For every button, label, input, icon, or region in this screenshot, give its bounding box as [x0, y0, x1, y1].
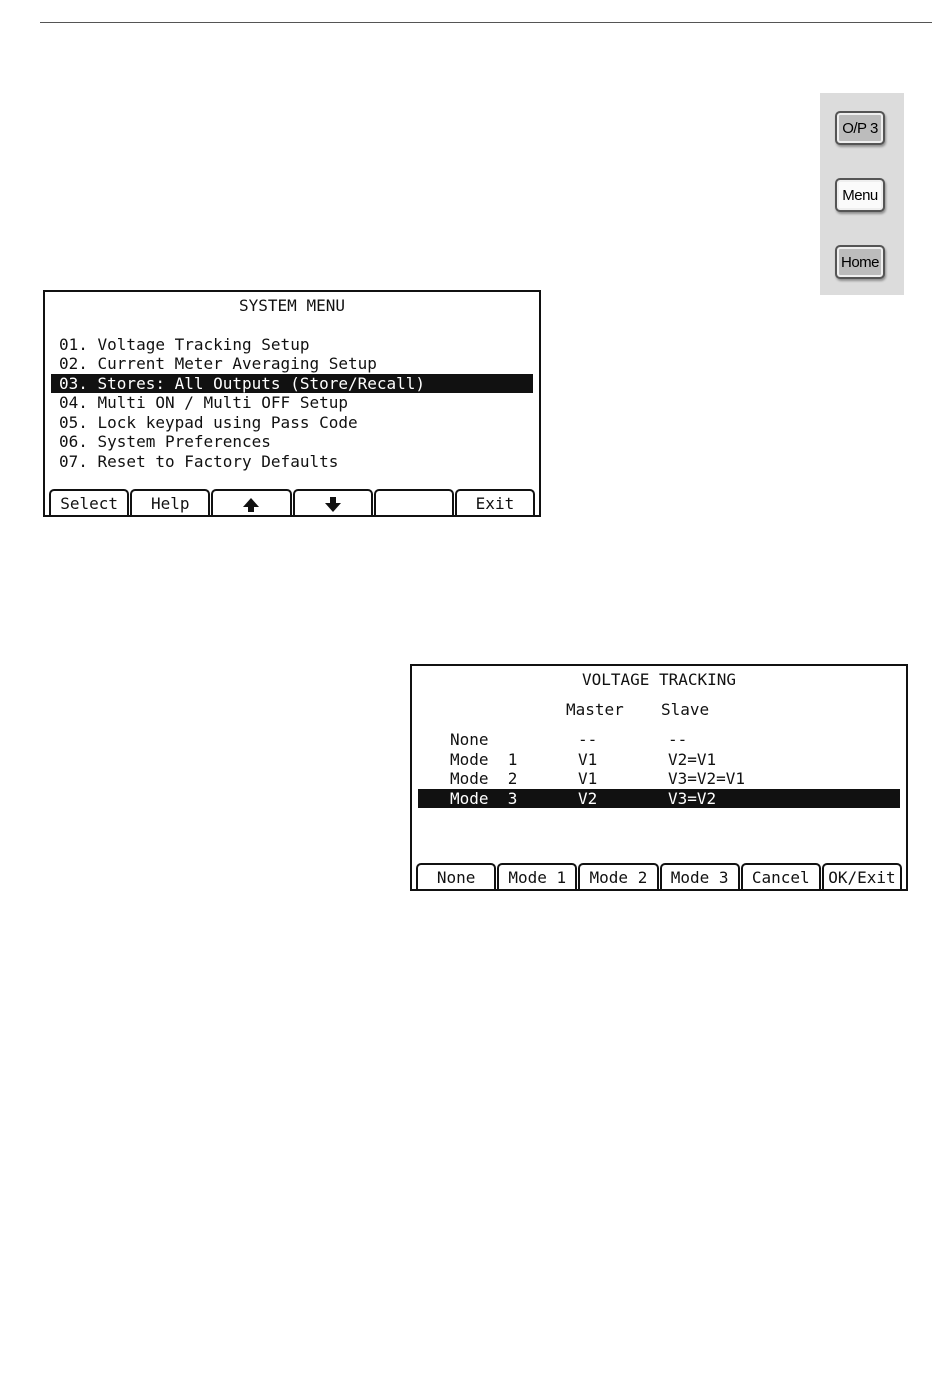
softkey-bar	[49, 489, 535, 515]
mode-3-softkey[interactable]: Mode 3	[660, 863, 740, 889]
slave-cell: --	[668, 730, 688, 749]
slave-cell: V3=V2	[668, 789, 717, 808]
screen-title: SYSTEM MENU	[239, 296, 345, 315]
mode-2-softkey[interactable]: Mode 2	[578, 863, 658, 889]
tracking-row-mode-1[interactable]	[412, 750, 906, 769]
op3-key[interactable]: O/P 3	[835, 111, 885, 145]
front-panel-keys	[820, 93, 904, 295]
arrow-down-icon	[325, 503, 341, 512]
page-top-rule	[40, 22, 932, 23]
help-softkey[interactable]: Help	[130, 489, 210, 515]
mode-cell: Mode 1	[450, 750, 518, 769]
softkey-bar	[416, 863, 902, 889]
mode-cell: None	[450, 730, 489, 749]
menu-item-lock-keypad[interactable]: 05. Lock keypad using Pass Code	[59, 413, 358, 432]
master-cell: V2	[578, 789, 598, 808]
menu-item-stores-selected[interactable]: 03. Stores: All Outputs (Store/Recall)	[51, 374, 533, 393]
master-cell: --	[578, 730, 598, 749]
menu-item-multi-on-off[interactable]: 04. Multi ON / Multi OFF Setup	[59, 393, 348, 412]
mode-1-softkey[interactable]: Mode 1	[497, 863, 577, 889]
tracking-row-none[interactable]	[412, 730, 906, 749]
mode-cell: Mode 3	[450, 789, 518, 808]
arrow-up-icon	[243, 498, 259, 507]
blank-softkey[interactable]	[374, 489, 454, 515]
menu-item-voltage-tracking[interactable]: 01. Voltage Tracking Setup	[59, 335, 310, 354]
none-softkey[interactable]: None	[416, 863, 496, 889]
home-key[interactable]: Home	[835, 245, 885, 279]
menu-key[interactable]: Menu	[835, 178, 885, 212]
down-softkey[interactable]	[293, 489, 373, 515]
slave-cell: V2=V1	[668, 750, 717, 769]
screen-title: VOLTAGE TRACKING	[581, 670, 737, 689]
master-cell: V1	[578, 769, 598, 788]
tracking-row-mode-3-selected[interactable]	[418, 789, 900, 808]
menu-item-factory-reset[interactable]: 07. Reset to Factory Defaults	[59, 452, 339, 471]
mode-cell: Mode 2	[450, 769, 518, 788]
menu-item-system-preferences[interactable]: 06. System Preferences	[59, 432, 271, 451]
select-softkey[interactable]: Select	[49, 489, 129, 515]
voltage-tracking-screen	[410, 664, 908, 891]
menu-item-current-meter-averaging[interactable]: 02. Current Meter Averaging Setup	[59, 354, 377, 373]
column-header-master: Master	[566, 700, 624, 719]
system-menu-screen	[43, 290, 541, 517]
column-header-slave: Slave	[661, 700, 710, 719]
cancel-softkey[interactable]: Cancel	[741, 863, 821, 889]
up-softkey[interactable]	[211, 489, 291, 515]
slave-cell: V3=V2=V1	[668, 769, 746, 788]
exit-softkey[interactable]: Exit	[455, 489, 535, 515]
master-cell: V1	[578, 750, 598, 769]
ok-exit-softkey[interactable]: OK/Exit	[822, 863, 902, 889]
tracking-row-mode-2[interactable]	[412, 769, 906, 788]
